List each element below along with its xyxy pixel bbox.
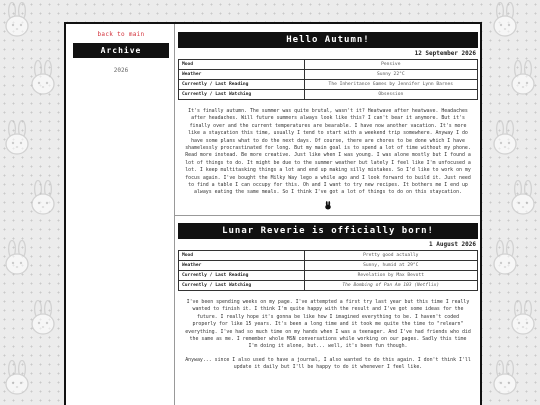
entry-meta-table (178, 59, 478, 100)
meta-value: Pretty good actually (304, 250, 477, 260)
meta-value: Pensive (304, 60, 477, 70)
entry-body (178, 100, 478, 199)
meta-row (179, 270, 478, 280)
journal-frame (64, 22, 482, 405)
meta-key: Weather (179, 260, 305, 270)
meta-key: Mood (179, 60, 305, 70)
meta-row (179, 280, 478, 290)
bunny-icon (28, 300, 58, 336)
entry-paragraph: Anyway... since I also used to have a journal, I also wanted to do this again. I don't think I'll update it daily but I'll be happy to do it whenever I feel like. (185, 356, 471, 371)
meta-key: Weather (179, 70, 305, 80)
meta-key: Currently / Last Watching (179, 280, 305, 290)
meta-value: Sunny, humid at 29°C (304, 260, 477, 270)
bunny-icon (2, 240, 32, 276)
bunny-icon (2, 120, 32, 156)
bunny-icon (28, 180, 58, 216)
journal-entry (178, 223, 478, 374)
sidebar (73, 24, 169, 405)
meta-key: Currently / Last Watching (179, 90, 305, 100)
meta-key: Currently / Last Reading (179, 80, 305, 90)
entry-paragraph: It's finally autumn. The summer was quite brutal, wasn't it? Heatwave after heatwave. Headaches after headaches. Will future summers always look like this? I can't bear it anymore. But it's finally over and the current temperatures are bearable. I have now another vacation. It's more like a staycation this time, usually I tend to start with a weekend trip somewhere. Anyway I do have some plans what to do the next days. Of course, there are chores to be done which I have shamelessly procrastinated for long. But my main goal is to spend a lot of time without my phone. Read more instead. Be more creative. Just like when I was young. I was alone mostly but I found a lot of things to do. It might be due to the summer weather but lately I feel like I'm unfocused a lot. I keep multitasking things a lot and end up making silly mistakes. So I'd like to work on my focus again. I've bought the Milky Way lego a while ago and I look forward to build it. Just need to find a table I can occupy for this. Oh and I want to try new recipes. It bothers me I end up always eating the same meals. So I think I've got a lot of things to do on this staycation. (185, 108, 471, 196)
meta-key: Currently / Last Reading (179, 270, 305, 280)
meta-row (179, 250, 478, 260)
entry-title: Hello Autumn! (178, 32, 478, 48)
bunny-icon (490, 360, 520, 396)
meta-row (179, 70, 478, 80)
entry-separator (174, 215, 482, 216)
bunny-icon (2, 2, 32, 38)
meta-row (179, 60, 478, 70)
entry-paragraph: I've been spending weeks on my page. I've attempted a first try last year but this time I really wanted to finish it. I think I'm quite happy with the result and I've got some ideas for the future. I really hope it's gonna be like how I imagined everything to be. I haven't coded properly for like 15 years. It's been a long time and it took me quite the time to "relearn" everything. I've had so much time on my hands when I was a teenager. And I've had friends who did the same as me. I remember whole MSN conversations while working on our pages. Sadly this time I'm doing it alone, but... well, it's been fun though. (185, 298, 471, 350)
entry-date: 12 September 2026 (414, 50, 476, 57)
journal-entry (178, 32, 478, 210)
entry-date: 1 August 2026 (429, 240, 476, 248)
archive-heading: Archive (73, 43, 169, 58)
bunny-icon (490, 240, 520, 276)
meta-key: Mood (179, 250, 305, 260)
entry-title: Lunar Reverie is officially born! (178, 223, 478, 239)
meta-value: The Inheritance Games by Jennifer Lynn Barnes (304, 80, 477, 90)
entry-body (178, 291, 478, 374)
archive-year-link[interactable]: 2026 (113, 67, 129, 74)
meta-value: Revelation by Max Bevott (304, 270, 477, 280)
bunny-icon (28, 60, 58, 96)
bunny-end-icon (324, 201, 332, 210)
back-to-main-link[interactable]: back to main (97, 31, 145, 38)
meta-row (179, 90, 478, 100)
bunny-icon (508, 60, 538, 96)
journal-content (178, 32, 478, 405)
meta-value: The Bombing of Pan Am 103 (Netflix) (304, 280, 477, 290)
bunny-icon (508, 180, 538, 216)
bunny-icon (490, 120, 520, 156)
entry-meta-table (178, 250, 478, 291)
bunny-icon (508, 300, 538, 336)
meta-row (179, 80, 478, 90)
meta-row (179, 260, 478, 270)
bunny-icon (2, 360, 32, 396)
meta-value: Sunny 22°C (304, 70, 477, 80)
bunny-icon (490, 2, 520, 38)
meta-value: Obsession (304, 90, 477, 100)
